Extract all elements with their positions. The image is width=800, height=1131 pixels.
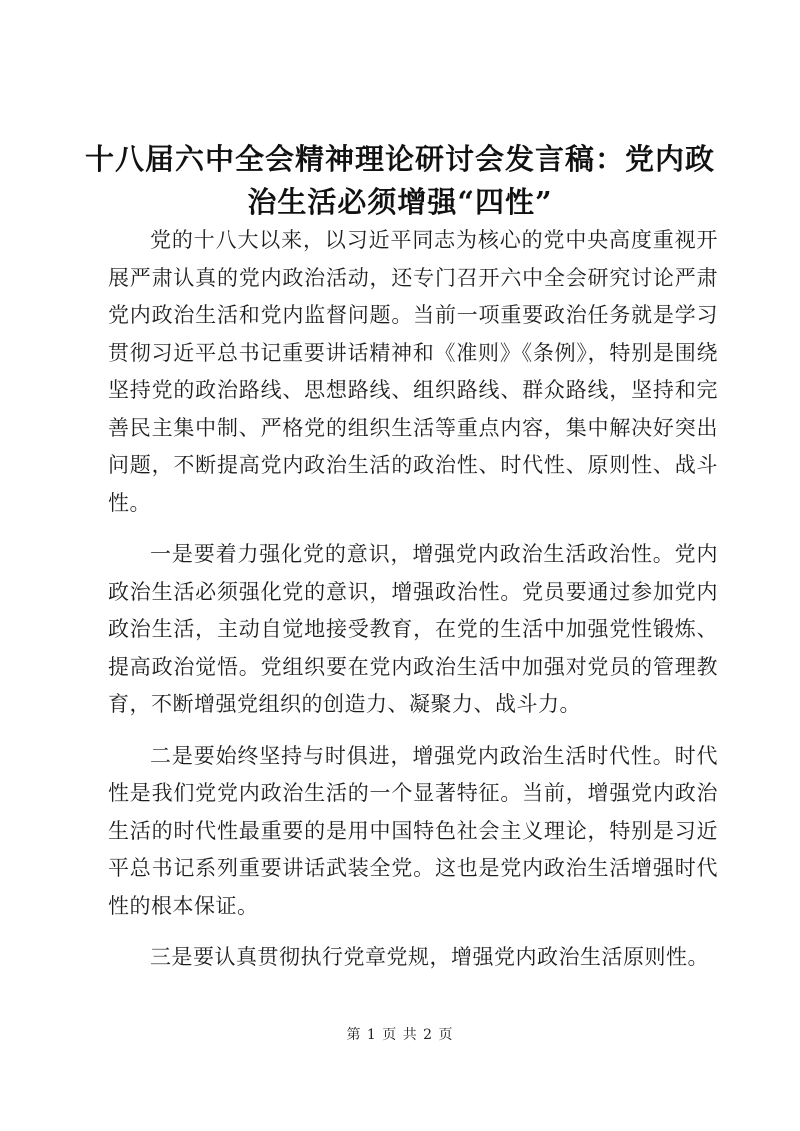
paragraph-intro: 党的十八大以来，以习近平同志为核心的党中央高度重视开展严肃认真的党内政治活动，还专门召开六中全会研究讨论严肃党内政治生活和党内监督问题。当前一项重要政治任务就是学习贯彻习近平总书记重要讲话精神和《准则》《条例》，特别是围绕坚持党的政治路线、思想路线、组织路线、群众路线，坚持和完善民主集中制、严格党的组织生活等重点内容，集中解决好突出问题，不断提高党内政治生活的政治性、时代性、原则性、战斗性。 bbox=[108, 228, 718, 515]
page-footer: 第 1 页 共 2 页 bbox=[346, 1027, 454, 1043]
paragraph-point-two: 二是要始终坚持与时俱进，增强党内政治生活时代性。时代性是我们党党内政治生活的一个显著特征。当前，增强党内政治生活的时代性最重要的是用中国特色社会主义理论，特别是习近平总书记系列重要讲话武装全党。这也是党内政治生活增强时代性的根本保证。 bbox=[108, 743, 718, 918]
document-body bbox=[108, 222, 718, 991]
paragraph-point-three: 三是要认真贯彻执行党章党规，增强党内政治生活原则性。 bbox=[150, 945, 709, 969]
document-title: 十八届六中全会精神理论研讨会发言稿：党内政治生活必须增强“四性” bbox=[84, 142, 715, 219]
paragraph-point-one: 一是要着力强化党的意识，增强党内政治生活政治性。党内政治生活必须强化党的意识，增强政治性。党员要通过参加党内政治生活，主动自觉地接受教育，在党的生活中加强党性锻炼、提高政治觉悟。党组织要在党内政治生活中加强对党员的管理教育，不断增强党组织的创造力、凝聚力、战斗力。 bbox=[108, 542, 718, 716]
